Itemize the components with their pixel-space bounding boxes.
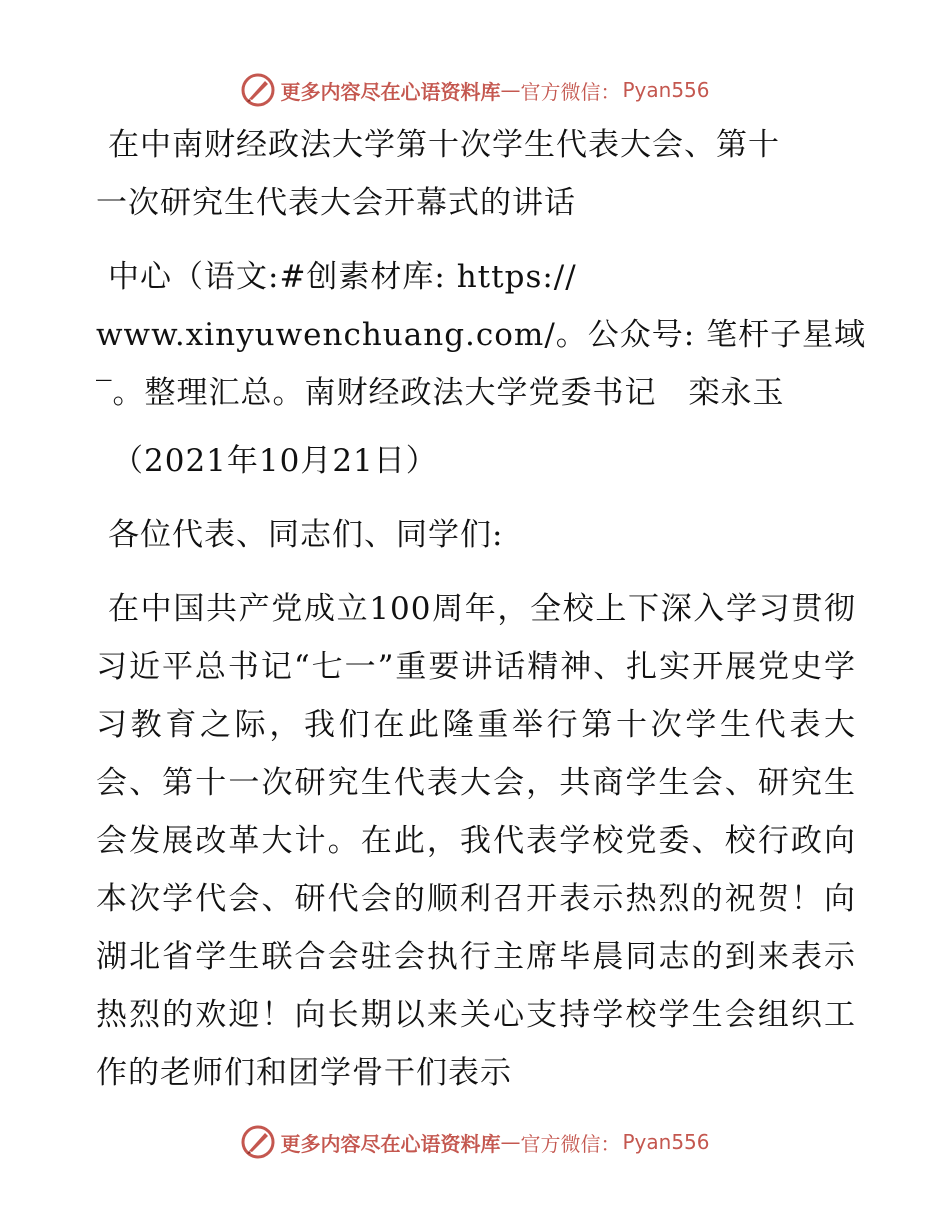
watermark-dash: — bbox=[500, 78, 521, 102]
salutation: 各位代表、同志们、同学们: bbox=[108, 517, 504, 553]
source-line-2: www.xinyuwenchuang.com/。公众号: 笔杆子星域 bbox=[96, 317, 867, 353]
watermark-banner-bottom bbox=[0, 1122, 950, 1162]
document-body bbox=[96, 116, 867, 1102]
title-line-2: 一次研究生代表大会开幕式的讲话 bbox=[96, 185, 576, 221]
quill-pen-logo-icon bbox=[240, 1124, 276, 1160]
watermark-contact-label: 官方微信： bbox=[520, 79, 621, 104]
watermark-banner-top bbox=[0, 70, 950, 110]
paragraph-1: 在中国共产党成立100周年，全校上下深入学习贯彻习近平总书记“七一”重要讲话精神、扎实开展党史学习教育之际，我们在此隆重举行第十次学生代表大会、第十一次研究生代表大会，共商学生会、研究生会发展改革大计。在此，我代表学校党委、校行政向本次学代会、研代会的顺利召开表示热烈的祝贺！向湖北省学生联合会驻会执行主席毕晨同志的到来表示热烈的欢迎！向长期以来关心支持学校学生会组织工作的老师们和团学骨干们表示 bbox=[96, 591, 856, 1091]
watermark-contact-id: Pyan556 bbox=[622, 1130, 710, 1154]
watermark-contact-id: Pyan556 bbox=[622, 78, 710, 102]
watermark-contact-label: 官方微信： bbox=[520, 1131, 621, 1156]
quill-pen-logo-icon bbox=[240, 72, 276, 108]
speech-date: （2021年10月21日） bbox=[112, 443, 438, 479]
watermark-text: 更多内容尽在心语资料库 bbox=[280, 1131, 501, 1156]
watermark-text: 更多内容尽在心语资料库 bbox=[280, 79, 501, 104]
title-line-1: 在中南财经政法大学第十次学生代表大会、第十 bbox=[108, 127, 780, 163]
source-line-3: ‾。整理汇总。南财经政法大学党委书记 栾永玉 bbox=[96, 375, 785, 411]
watermark-dash: — bbox=[500, 1130, 521, 1154]
source-line-1: 中心（语文:#创素材库: https:// bbox=[108, 259, 577, 295]
